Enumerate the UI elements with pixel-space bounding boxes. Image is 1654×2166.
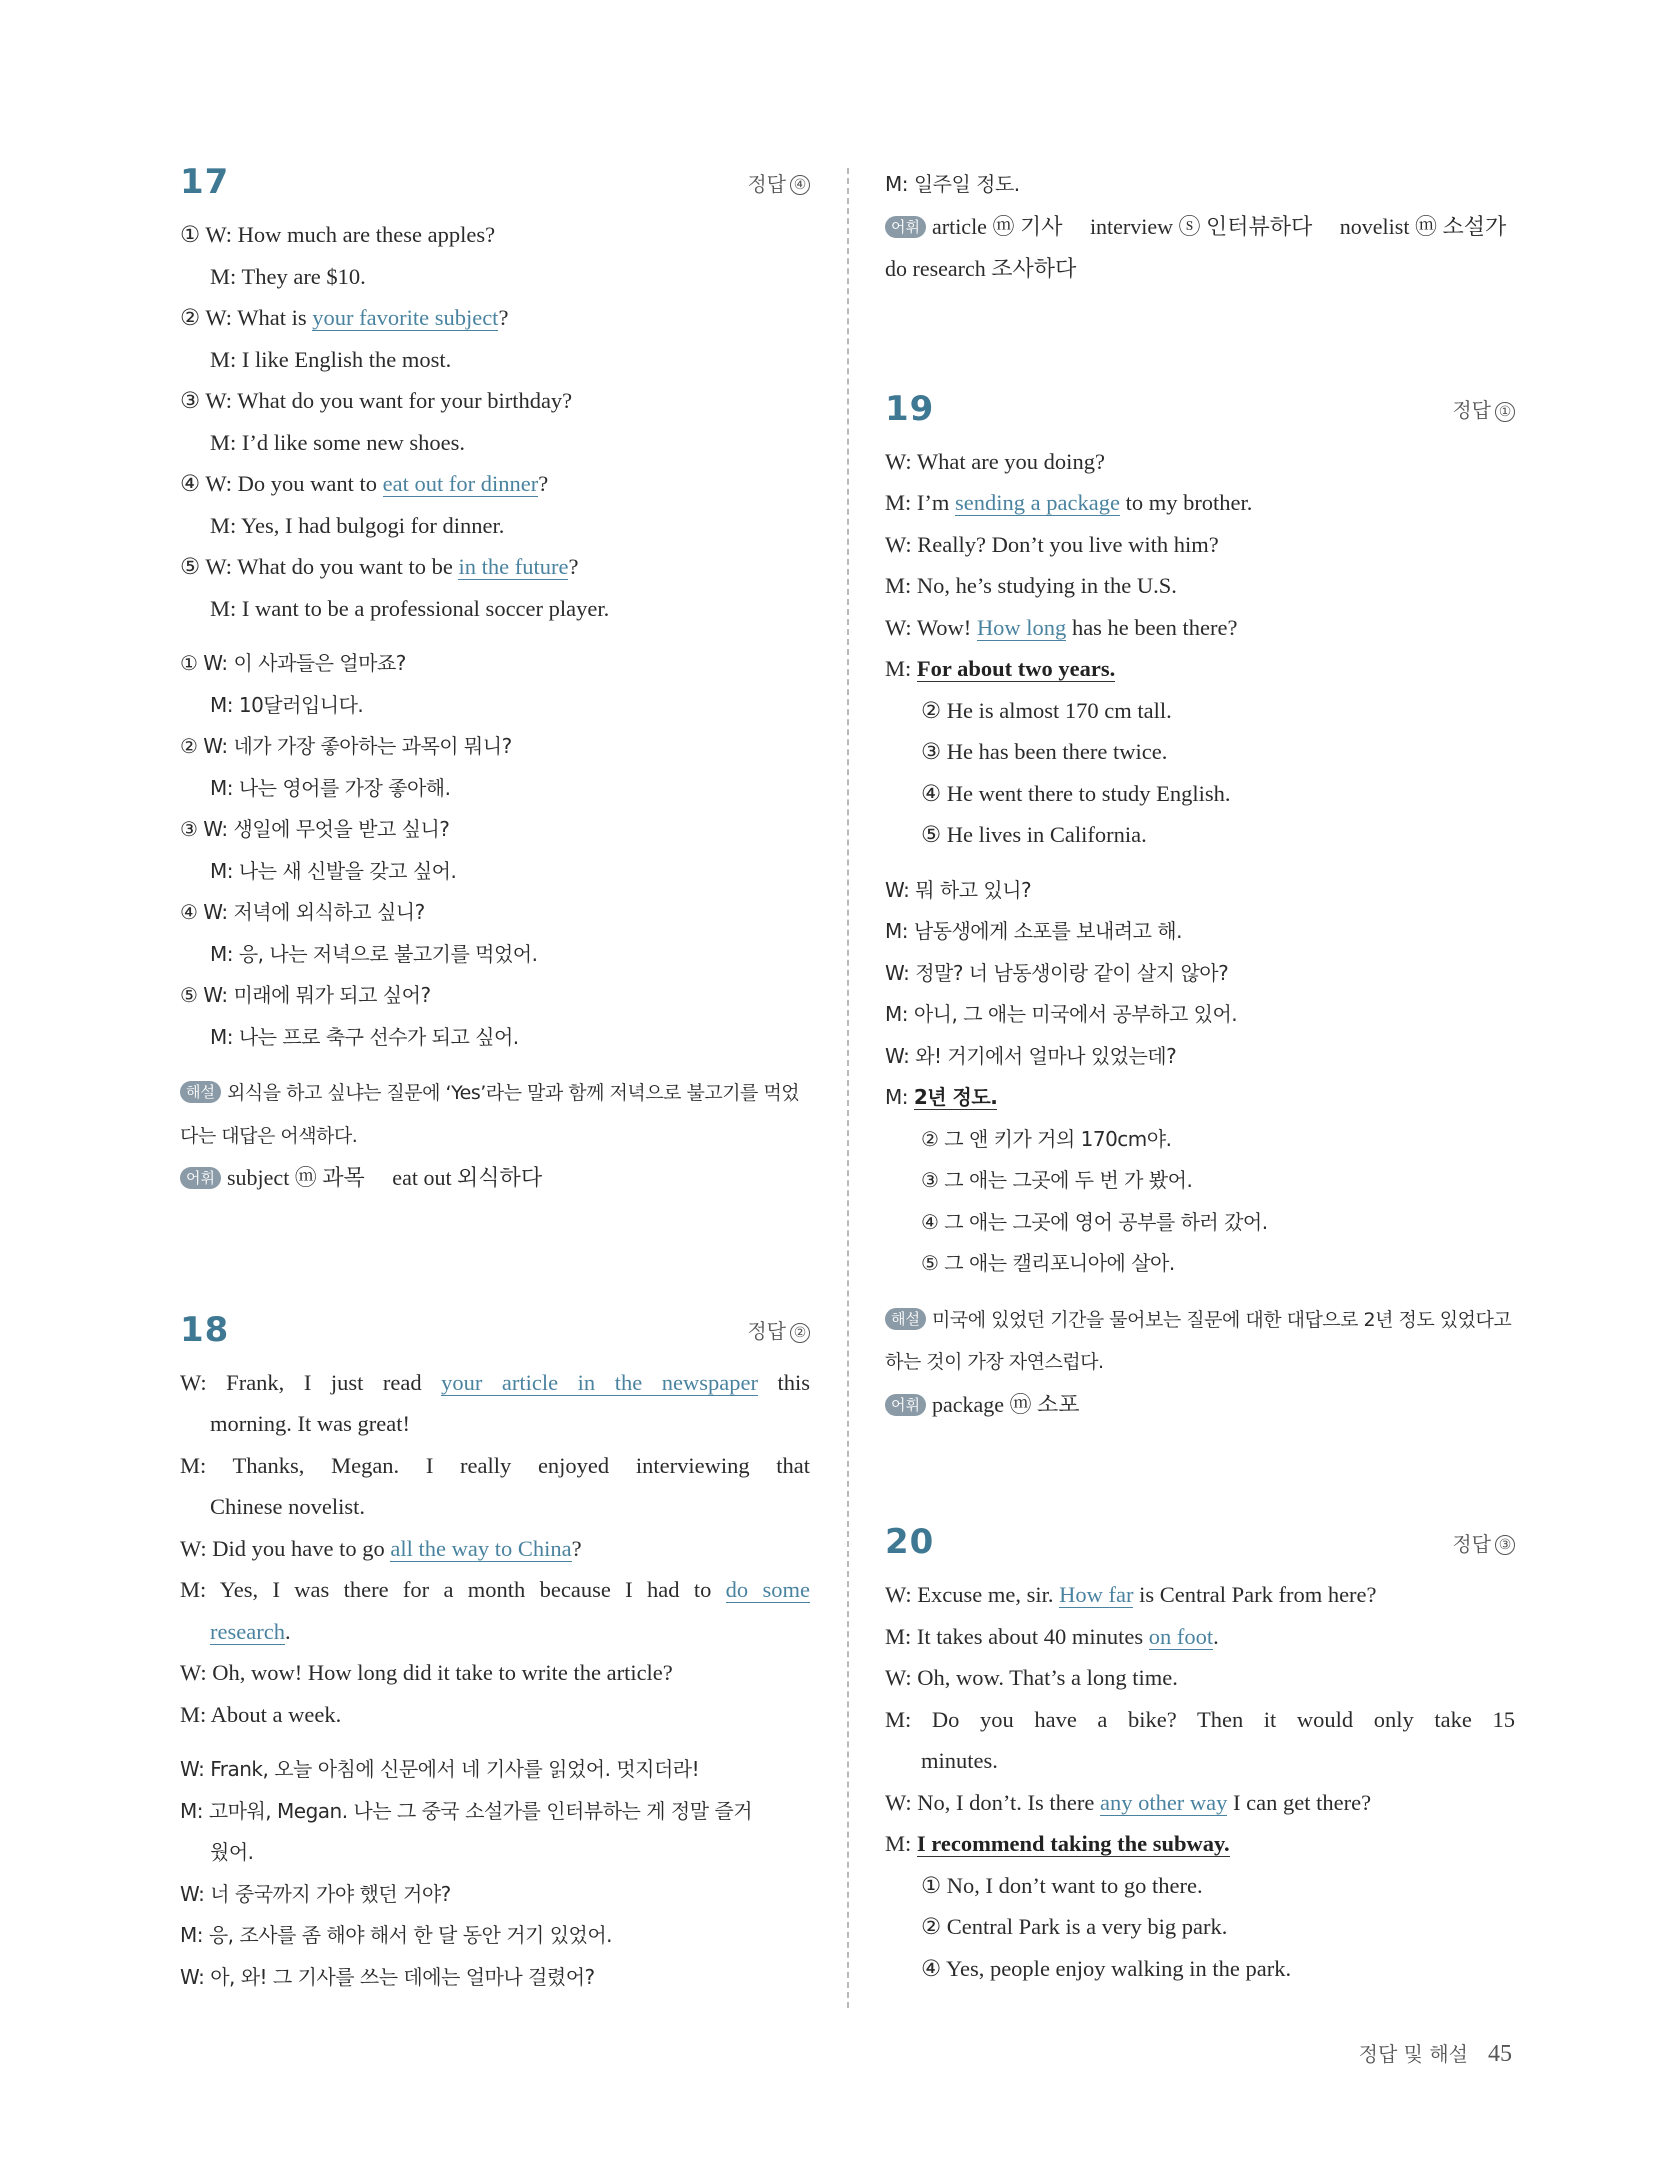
page-number: 45 (1488, 2041, 1512, 2067)
korean-line (885, 1077, 1515, 1119)
answer-blank: do some (725, 1577, 810, 1602)
korean-line: M: 일주일 정도. (885, 172, 1020, 196)
correct-answer: I recommend taking the subway. (916, 1831, 1230, 1856)
explanation (885, 1299, 1515, 1384)
dialogue-line: W: Really? Don’t you live with him? (885, 531, 1219, 557)
dialogue-korean (885, 870, 1515, 1078)
korean-line: ⑤ W: 미래에 뭐가 되고 싶어? (180, 983, 431, 1007)
answer-blank: your favorite subject (312, 305, 499, 330)
dialogue-line (180, 1611, 810, 1653)
vocab-tag: 어휘 (885, 1394, 926, 1416)
korean-line: M: 응, 조사를 좀 해야 해서 한 달 동안 거기 있었어. (180, 1923, 613, 1947)
answer-blank: in the future (458, 554, 569, 579)
vocabulary (885, 206, 1534, 291)
korean-line: M: 고마워, Megan. 나는 그 중국 소설가를 인터뷰하는 게 정말 즐거 (180, 1798, 753, 1823)
dialogue-line: W: Oh, wow! How long did it take to write the article? (180, 1660, 673, 1685)
answer-label: 정답 (1452, 1531, 1491, 1556)
dialogue-korean (180, 643, 810, 1058)
dialogue-line: Chinese novelist. (210, 1494, 365, 1519)
correct-answer: 2년 정도. (913, 1085, 998, 1109)
option-line-korean: ③ 그 애는 그곳에 두 번 가 봤어. (921, 1168, 1193, 1192)
answer-key (747, 168, 810, 197)
option-line-korean: ④ 그 애는 그곳에 영어 공부를 하러 갔어. (921, 1209, 1268, 1234)
option-line: ⑤ He lives in California. (921, 822, 1147, 847)
text: ① W: How much are these apples? (180, 222, 496, 247)
text: is Central Park from here? (1133, 1582, 1377, 1607)
text: ? (568, 554, 579, 579)
option-line: ① No, I don’t want to go there. (921, 1872, 1203, 1898)
answer-blank: How far (1059, 1582, 1134, 1607)
dialogue-line (180, 380, 810, 422)
answer-blank: any other way (1099, 1789, 1228, 1815)
text: M: Yes, I was there for a month because I had to (180, 1577, 726, 1602)
question-18-header (180, 1298, 810, 1362)
korean-line: M: 아니, 그 애는 미국에서 공부하고 있어. (885, 1002, 1238, 1026)
explanation-text: 외식을 하고 싶냐는 질문에 ‘Yes’라는 말과 함께 저녁으로 불고기를 먹었다는 대답은 어색하다. (180, 1082, 800, 1147)
dialogue-line: morning. It was great! (210, 1411, 410, 1436)
text: M: Yes, I had bulgogi for dinner. (210, 512, 505, 538)
text: ? (498, 305, 509, 330)
dialogue-line: M: Thanks, Megan. I really enjoyed interviewing that (180, 1452, 810, 1478)
text: M: (885, 1085, 914, 1109)
text: M: They are $10. (210, 263, 366, 289)
korean-line: W: 와! 거기에서 얼마나 있었는데? (885, 1043, 1177, 1068)
text: ② W: What is (180, 305, 313, 330)
question-19 (885, 377, 1515, 1427)
answer-mark: ① (1495, 402, 1515, 422)
question-number: 18 (180, 1309, 230, 1350)
korean-line: M: 나는 영어를 가장 좋아해. (210, 775, 451, 800)
text: W: Did you have to go (180, 1535, 391, 1561)
option-line: ② Central Park is a very big park. (921, 1914, 1228, 1939)
option-line: ② He is almost 170 cm tall. (921, 697, 1172, 723)
vocab-text: package ⓜ 소포 (931, 1391, 1080, 1417)
dialogue-line (885, 482, 1515, 524)
text: M: I’m (885, 490, 955, 515)
question-18 (180, 1298, 810, 1999)
dialogue-line: M: Do you have a bike? Then it would only take 15 (885, 1706, 1515, 1732)
explanation (180, 1072, 810, 1157)
option-line: ③ He has been there twice. (921, 739, 1168, 764)
question-number: 20 (885, 1522, 935, 1562)
korean-line: M: 남동생에게 소포를 보내려고 해. (885, 919, 1182, 943)
question-20 (885, 1510, 1515, 1989)
dialogue-line (885, 1782, 1515, 1824)
text: ⑤ W: What do you want to be (180, 554, 459, 579)
korean-line: M: 응, 나는 저녁으로 불고기를 먹었어. (210, 941, 538, 966)
dialogue-english (180, 214, 810, 629)
vocab-text: subject ⓜ 과목 eat out 외식하다 (226, 1165, 543, 1190)
right-column (885, 164, 1534, 1989)
question-20-header (885, 1510, 1515, 1574)
text: ? (571, 1535, 582, 1561)
dialogue-line (885, 1616, 1515, 1658)
column-divider (847, 168, 849, 2008)
vocab-tag: 어휘 (885, 216, 926, 238)
korean-line: ① W: 이 사과들은 얼마죠? (180, 651, 406, 675)
explanation-text: 미국에 있었던 기간을 물어보는 질문에 대한 대답으로 2년 정도 있었다고 하는 것이 가장 자연스럽다. (885, 1308, 1512, 1373)
answer-label: 정답 (747, 1319, 786, 1343)
answer-mark: ③ (1495, 1535, 1515, 1555)
answer-blank: sending a package (955, 490, 1120, 515)
text: I can get there? (1227, 1789, 1372, 1815)
explanation-tag: 해설 (180, 1081, 221, 1103)
text: M: (885, 656, 917, 681)
text: ④ W: Do you want to (180, 471, 383, 496)
answer-blank: your article in the newspaper (441, 1369, 758, 1395)
korean-line: W: 아, 와! 그 기사를 쓰는 데에는 얼마나 걸렸어? (180, 1964, 595, 1989)
text: to my brother. (1119, 490, 1253, 515)
dialogue-line: M: No, he’s studying in the U.S. (885, 573, 1177, 598)
dialogue-line: minutes. (921, 1748, 998, 1773)
dialogue-line: W: Oh, wow. That’s a long time. (885, 1665, 1178, 1690)
footer-label: 정답 및 해설 (1358, 2042, 1468, 2066)
answer-blank: on foot (1148, 1623, 1214, 1649)
answer-blank: all the way to China (390, 1535, 572, 1561)
answer-label: 정답 (1452, 398, 1491, 422)
text: . (284, 1618, 291, 1644)
korean-line: ④ W: 저녁에 외식하고 싶니? (180, 900, 425, 924)
option-line: ④ Yes, people enjoy walking in the park. (921, 1955, 1292, 1981)
text: M: I want to be a professional soccer player. (210, 595, 610, 621)
dialogue-line (180, 297, 810, 339)
text: has he been there? (1066, 614, 1238, 640)
text: W: No, I don’t. Is there (885, 1789, 1100, 1815)
explanation-tag: 해설 (885, 1308, 926, 1330)
answer-blank: research (210, 1618, 285, 1644)
text: ③ W: What do you want for your birthday? (180, 388, 573, 413)
korean-line: M: 10달러입니다. (210, 692, 364, 717)
dialogue-line (180, 1569, 810, 1611)
answer-key (1452, 1528, 1515, 1557)
korean-line: ② W: 네가 가장 좋아하는 과목이 뭐니? (180, 734, 512, 758)
vocabulary (885, 1384, 1515, 1427)
answer-key (747, 1315, 810, 1344)
korean-line: M: 나는 새 신발을 갖고 싶어. (210, 858, 457, 883)
text: W: Wow! (885, 614, 977, 640)
dialogue-line (180, 463, 810, 505)
dialogue-line (885, 648, 1515, 690)
option-line-korean: ⑤ 그 애는 캘리포니아에 살아. (921, 1251, 1175, 1275)
question-17-header (180, 150, 810, 214)
vocab-text: article ⓜ 기사 interview ⓢ 인터뷰하다 novelist ⓜ 소설가 do research 조사하다 (885, 213, 1534, 281)
dialogue-line: M: About a week. (180, 1701, 342, 1727)
korean-line: 웠어. (210, 1840, 254, 1864)
dialogue-line: W: What are you doing? (885, 448, 1105, 474)
left-column (180, 150, 810, 1998)
answer-mark: ④ (790, 175, 810, 195)
question-17 (180, 150, 810, 1200)
korean-line: M: 나는 프로 축구 선수가 되고 싶어. (210, 1024, 519, 1049)
page-footer (1359, 2038, 1512, 2068)
text: . (1213, 1623, 1219, 1649)
text: M: I like English the most. (210, 346, 452, 372)
answer-label: 정답 (747, 171, 786, 196)
dialogue-line (180, 588, 810, 630)
korean-line: ③ W: 생일에 무엇을 받고 싶니? (180, 817, 450, 841)
answer-blank: How long (976, 614, 1067, 640)
dialogue-line (180, 339, 810, 381)
dialogue-line (885, 1574, 1515, 1616)
wrong-options (885, 1865, 1515, 1990)
wrong-options (885, 690, 1515, 856)
korean-line: W: 너 중국까지 가야 했던 거야? (180, 1881, 451, 1906)
answer-key (1452, 394, 1515, 423)
dialogue-line (885, 607, 1515, 649)
vocabulary (180, 1157, 810, 1200)
dialogue-line (180, 505, 810, 547)
text: ? (538, 471, 549, 496)
korean-line: W: 뭐 하고 있니? (885, 877, 1032, 902)
option-line: ④ He went there to study English. (921, 780, 1231, 806)
text: M: It takes about 40 minutes (885, 1623, 1149, 1649)
text: W: Frank, I just read (180, 1369, 442, 1395)
text: this (757, 1369, 810, 1395)
korean-line: W: 정말? 너 남동생이랑 같이 살지 않아? (885, 960, 1229, 985)
vocab-tag: 어휘 (180, 1167, 221, 1189)
dialogue-line (180, 214, 810, 256)
text: W: Excuse me, sir. (885, 1582, 1060, 1607)
dialogue-line (885, 1823, 1515, 1865)
dialogue-line (180, 1528, 810, 1570)
answer-blank: eat out for dinner (382, 471, 539, 496)
dialogue-line (180, 546, 810, 588)
question-19-header (885, 377, 1515, 441)
korean-line: W: Frank, 오늘 아침에 신문에서 네 기사를 읽었어. 멋지더라! (180, 1757, 700, 1781)
correct-answer: For about two years. (916, 656, 1116, 681)
dialogue-line (180, 1362, 810, 1404)
option-line-korean: ② 그 앤 키가 거의 170cm야. (921, 1126, 1172, 1151)
dialogue-line (180, 422, 810, 464)
dialogue-line (180, 256, 810, 298)
wrong-options-korean (885, 1119, 1515, 1285)
question-number: 19 (885, 388, 935, 429)
text: M: I’d like some new shoes. (210, 429, 465, 455)
question-number: 17 (180, 162, 230, 202)
text: M: (885, 1831, 917, 1856)
answer-mark: ② (790, 1323, 810, 1343)
